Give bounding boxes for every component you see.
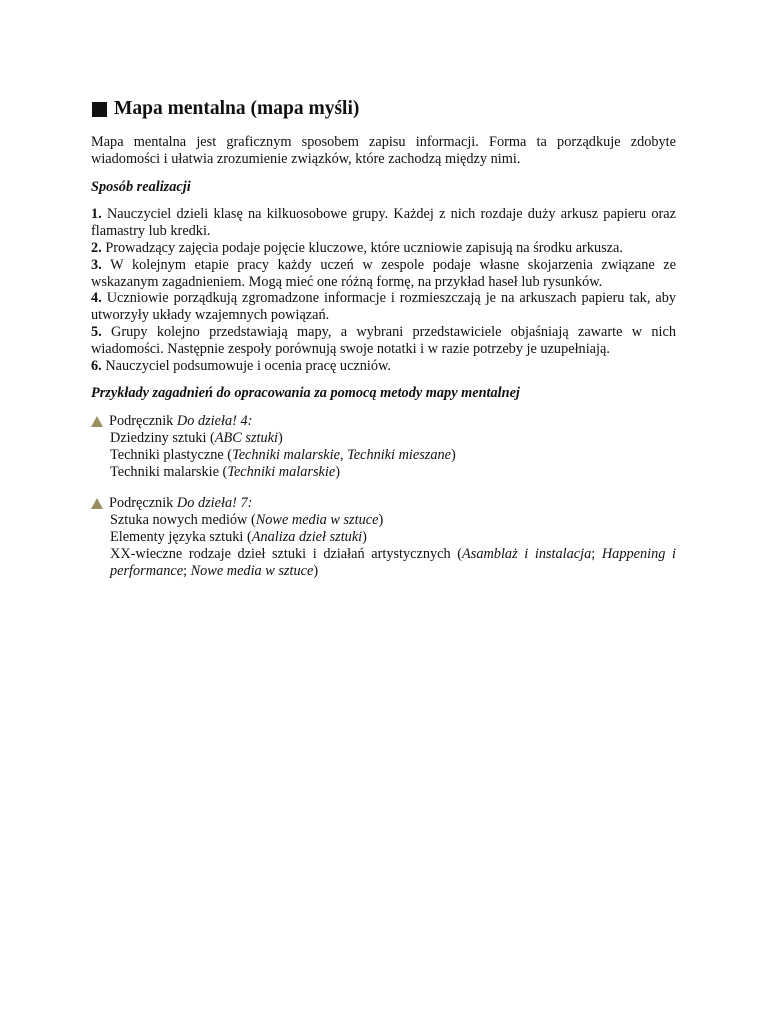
topic-text: XX-wieczne rodzaje dzieł sztuki i działań artystycznych ( (110, 545, 463, 562)
step-text: Nauczyciel dzieli klasę na kilkuosobowe grupy. Każdej z nich rozdaje duży arkusz papieru oraz flamastry lub kredki. (91, 206, 676, 240)
step-item (91, 290, 676, 324)
step-item (91, 206, 676, 240)
textbook-prefix: Podręcznik (109, 413, 174, 430)
topic-end: ) (335, 463, 340, 480)
step-item (91, 257, 676, 291)
intro-paragraph: Mapa mentalna jest graficznym sposobem zapisu informacji. Forma ta porządkuje zdobyte wiadomości i ułatwia zrozumienie związków, które zachodzą między nimi. (91, 134, 676, 167)
topic-text: Dziedziny sztuki ( (110, 429, 215, 446)
step-text: Grupy kolejno przedstawiają mapy, a wybrani przedstawiciele objaśniają zawarte w nich wiadomości. Następnie zespoły porównują swoje notatki i w razie potrzeby je uzupełniają. (91, 323, 676, 357)
step-number: 1. (91, 206, 102, 223)
triangle-bullet-icon (91, 416, 103, 427)
topic-text: Techniki malarskie ( (110, 463, 228, 480)
chapter-ref: Nowe media w sztuce (190, 562, 314, 579)
chapter-ref: ABC sztuki (214, 429, 278, 446)
examples-heading: Przykłady zagadnień do opracowania za pomocą metody mapy mentalnej (91, 385, 520, 402)
step-text: W kolejnym etapie pracy każdy uczeń w zespole podaje własne skojarzenia związane ze wskazanym zagadnieniem. Mogą mieć one różną formę, na przykład haseł lub rysunków. (91, 256, 676, 290)
textbook-name: Do dzieła! 4: (176, 413, 253, 430)
steps-list (91, 206, 676, 374)
square-bullet-icon (92, 102, 107, 117)
topic-item (110, 529, 676, 546)
step-text: Nauczyciel podsumowuje i ocenia pracę uczniów. (105, 357, 391, 374)
ref-separator: ; (183, 562, 191, 579)
topic-end: ) (378, 512, 384, 529)
step-number: 6. (91, 357, 102, 374)
textbook-prefix: Podręcznik (109, 495, 174, 512)
topic-list (91, 430, 676, 480)
method-heading: Sposób realizacji (91, 178, 191, 195)
step-number: 3. (91, 256, 102, 273)
topic-item (110, 464, 676, 481)
triangle-bullet-icon (91, 498, 103, 509)
topic-end: ) (277, 429, 283, 446)
chapter-ref: Techniki malarskie (227, 463, 336, 480)
chapter-ref: Techniki mieszane (347, 446, 452, 463)
step-item (91, 358, 676, 375)
topic-text: Elementy języka sztuki ( (110, 528, 252, 545)
chapter-ref: Asamblaż i instalacja (462, 545, 592, 562)
topic-list (91, 512, 676, 579)
textbook-block (91, 413, 676, 480)
topic-end: ) (451, 446, 456, 463)
textbook-block (91, 495, 676, 579)
topic-item (110, 546, 676, 580)
topic-item (110, 512, 676, 529)
chapter-ref: Nowe media w sztuce (255, 512, 379, 529)
textbook-name: Do dzieła! 7: (176, 495, 253, 512)
step-text: Prowadzący zajęcia podaje pojęcie kluczowe, które uczniowie zapisują na środku arkusza. (105, 239, 623, 256)
topic-text: Techniki plastyczne ( (110, 446, 233, 463)
chapter-ref: Analiza dzieł sztuki (251, 528, 363, 545)
page-title (91, 96, 676, 122)
textbook-title (91, 413, 676, 430)
ref-separator: , (339, 446, 348, 463)
step-number: 5. (91, 323, 102, 340)
chapter-ref: Happening i performance (110, 545, 676, 579)
textbook-title (91, 495, 676, 512)
step-item (91, 324, 676, 358)
topic-end: ) (313, 562, 319, 579)
topic-end: ) (362, 528, 367, 545)
topic-item (110, 430, 676, 447)
step-text: Uczniowie porządkują zgromadzone informacje i rozmieszczają je na arkuszach papieru tak, aby utworzyły układy wzajemnych powiązań. (91, 290, 676, 324)
chapter-ref: Techniki malarskie (232, 446, 340, 463)
step-number: 4. (91, 290, 102, 307)
step-number: 2. (91, 239, 102, 256)
step-item (91, 240, 676, 257)
title-text: Mapa mentalna (mapa myśli) (114, 98, 360, 119)
ref-separator: ; (591, 545, 602, 562)
topic-text: Sztuka nowych mediów ( (110, 512, 256, 529)
document-content (91, 96, 676, 594)
topic-item (110, 447, 676, 464)
